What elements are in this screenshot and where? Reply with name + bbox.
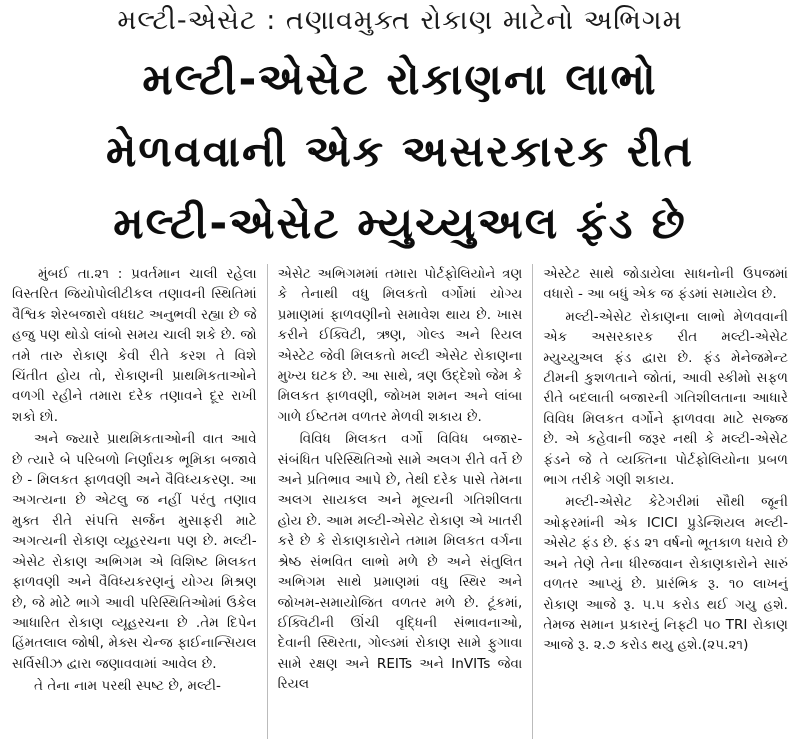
column-2: [278, 264, 523, 739]
paragraph: એસ્ટેટ સાથે જોડાયેલા સાધનોની ઉપજમાં વધારો - આ બધું એક જ ફંડમાં સમાયેલ છે.: [543, 266, 789, 303]
headline-line-3: મલ્ટી-એસેટ મ્યુચ્યુઅલ ફંડ છે: [113, 199, 687, 249]
headline-line-1: મલ્ટી-એસેટ રોકાણના લાભો: [142, 55, 658, 105]
paragraph: મુંબઈ તા.૨૧ : પ્રવર્તમાન ચાલી રહેલા વિસ્તરિત જિયોપોલીટીકલ તણાવની સ્થિતિમાં વૈશ્વિક શેરબજારો વધઘટ અનુભવી રહ્યા છે જે હજુ પણ થોડો લાંબો સમય ચાલી શકે છે. જો તમે તારુ રોકાણ કેવી રીતે કરશ તે વિશે ચિંતીત હોય તો, રોકાણની પ્રાથમિકતાઓને વળગી રહીને તમારા દરેક તણાવને દૂર રાખી શકો છો.: [12, 266, 257, 425]
paragraph: વિવિધ મિલકત વર્ગો વિવિધ બજાર-સંબંધિત પરિસ્થિતિઓ સામે અલગ રીતે વર્તે છે અને પ્રતિભાવ આપે છે, તેથી દરેક પાસે તેમના અલગ સાયકલ અને મૂલ્યની ગતિશીલતા હોય છે. આમ મલ્ટી-એસેટ રોકાણ એ ખાતરી કરે છે કે રોકાણકારોને તમામ મિલકત વર્ગના શ્રેષ્ઠ સંભવિત લાભો મળે છે અને સંતુલિત અભિગમ સાથે પ્રમાણમાં વધુ સ્થિર અને જોખમ-સમાયોજિત વળતર મળે છે. ટૂંકમાં, ઈક્વિટીની ઊંચી વૃદ્ધિની સંભાવનાઓ, દેવાની સ્થિરતા, ગોલ્ડમાં રોકાણ સામે ફુગાવા સામે રક્ષણ અને REITs અને InVITs જેવા રિયલ: [277, 431, 523, 693]
column-1: [12, 264, 257, 739]
column-divider: [532, 264, 533, 739]
paragraph: અને જ્યારે પ્રાથમિકતાઓની વાત આવે છે ત્યારે બે પરિબળો નિર્ણાયક ભૂમિકા બજાવે છે - મિલકત ફાળવણી અને વૈવિધ્યકરણ. આ અગત્યના છે એટલુ જ નહીં પરંતુ તણાવ મુક્ત રીતે સંપત્તિ સર્જન મુસાફરી માટે અગત્યની રોકાણ વ્યૂહરચના પણ છે. મલ્ટી-એસેટ રોકાણ અભિગમ એ વિશિષ્ટ મિલકત ફાળવણી અને વૈવિધ્યકરણનું યોગ્ય મિશ્રણ છે, જે મોટે ભાગે આવી પરિસ્થિતિઓમાં ઉકેલ આધારિત રોકાણ વ્યૂહરચના છે .તેમ દિપેન હિંમતલાલ જોષી, મેક્સ ચેન્જ ફાઈનાન્સિયલ સર્વિસીઝ દ્વારા જણાવવામાં આવેલ છે.: [12, 431, 257, 672]
headline: [10, 44, 790, 260]
paragraph: મલ્ટી-એસેટ કેટેગરીમાં સૌથી જૂની ઓફરમાંની એક ICICI પ્રુડેન્શિયલ મલ્ટી-એસેટ ફંડ છે. ફંડ ૨૧ વર્ષનો ભૂતકાળ ધરાવે છે અને તેણે તેના ધીરજવાન રોકાણકારોને સારું વળતર આપ્યું છે. પ્રારંભિક રૂ. ૧૦ લાખનું રોકાણ આજે રૂ. ૫.૫ કરોડ થઈ ગયુ હશે. તેમજ સમાન પ્રકારનું નિફ્ટી ૫૦ TRI રોકાણ આજે રૂ. ૨.૭ કરોડ થયુ હશે.(૨૫.૨૧): [543, 494, 789, 654]
headline-line-2: મેળવવાની એક અસરકારક રીત: [106, 127, 694, 177]
paragraph: એસેટ અભિગમમાં તમારા પોર્ટફોલિયોને ત્રણ કે તેનાથી વધુ મિલકતો વર્ગોમાં યોગ્ય પ્રમાણમાં ફાળવણીનો સમાવેશ થાય છે. ખાસ કરીને ઈક્વિટી, ઋણ, ગોલ્ડ અને રિયલ એસ્ટેટ જેવી મિલકતો મલ્ટી એસેટ રોકાણના મુખ્ય ઘટક છે. આ સાથે, ત્રણ ઉદ્દેશો જેમ કે મિલકત ફાળવણી, જોખમ શમન અને લાંબા ગાળે ઈષ્ટતમ વળતર મેળવી શકાય છે.: [277, 266, 523, 425]
kicker: મલ્ટી-એસેટ : તણાવમુક્ત રોકાણ માટેનો અભિગમ: [117, 5, 683, 36]
column-divider: [267, 264, 268, 739]
article-body: [12, 264, 788, 739]
paragraph: તે તેના નામ પરથી સ્પષ્ટ છે, મલ્ટી-: [34, 678, 221, 695]
column-3: [543, 264, 788, 739]
paragraph: મલ્ટી-એસેટ રોકાણના લાભો મેળવવાની એક અસરકારક રીત મલ્ટી-એસેટ મ્યુચ્યુઅલ ફંડ દ્વારા છે. ફંડ મેનેજમેન્ટ ટીમની કુશળતાને જોતાં, આવી સ્કીમો સફળ રીતે બદલાતી બજારની ગતિશીલતાના આધારે વિવિધ મિલકત વર્ગોને ફાળવવા માટે સજ્જ છે. એ કહેવાની જરૂર નથી કે મલ્ટી-એસેટ ફંડને જે તે વ્યક્તિના પોર્ટફોલિયોના પ્રબળ ભાગ તરીકે ગણી શકાય.: [543, 308, 789, 489]
